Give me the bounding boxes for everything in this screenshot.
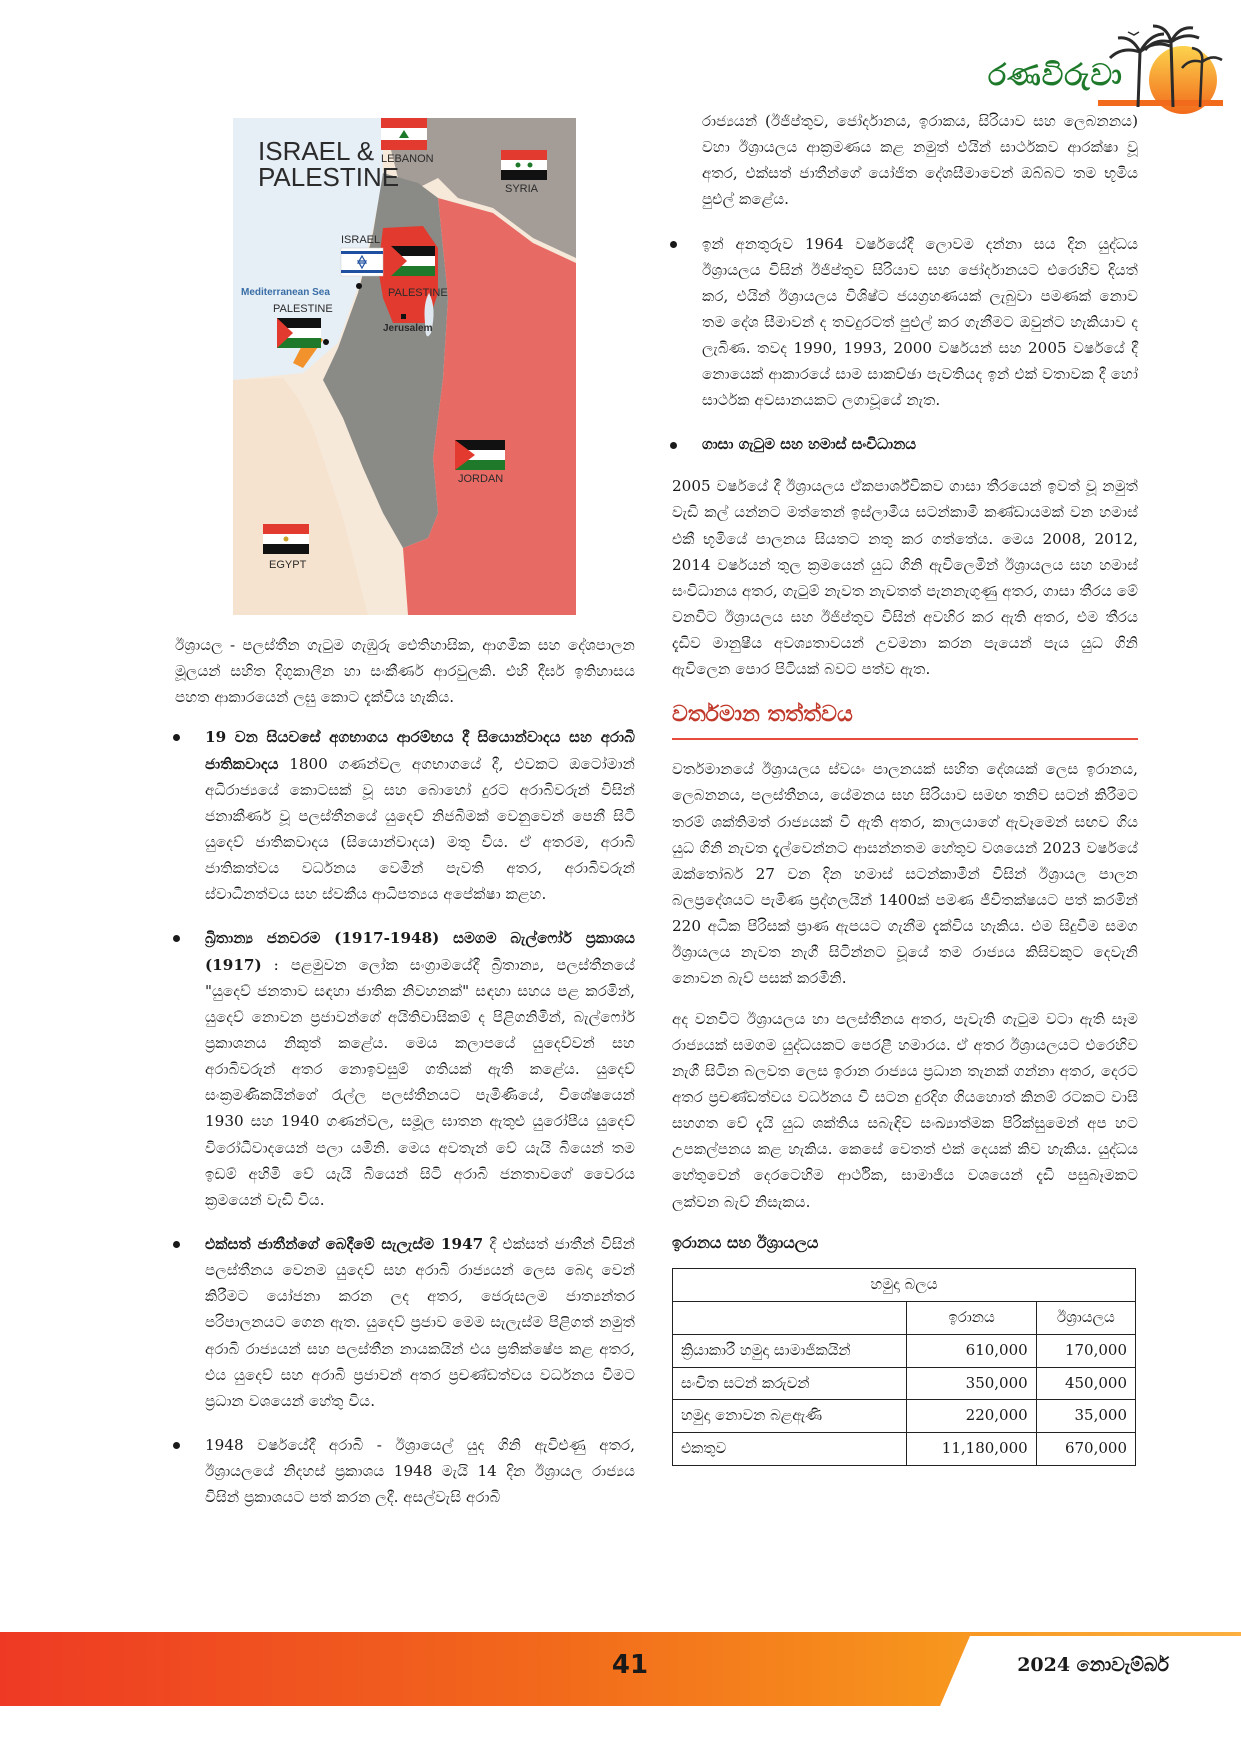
right-column	[672, 108, 1138, 1466]
gaza-paragraph: 2005 වර්ෂයේ දී ඊශ්‍රායලය ඒකපාර්ශ්විකව ගාසා තීරයෙන් ඉවත් වූ නමුත් වැඩි කල් යන්නට මත්තෙන් ඉස්ලාමීය සටන්කාමී කණ්ඩායමක් වන හමාස් එකී භූමියේ පාලනය සියතට නතු කර ගත්තේය. මෙය 2008, 2012, 2014 වර්ෂයන් තුල ක්‍රමයෙන් යුධ ගිනි ඇවිලෙමින් ඊශ්‍රායලය සහ හමාස් සංවිධානය අතර, ගැටුම් නැවත නැවතත් පැනනැගුණු අතර, ගාසා තීරය මේ වනවිට ඊශ්‍රායලය සහ ඊජිප්තුව විසින් අවහිර කර ඇති අතර, එම තීරය දැඩිව මානුෂීය අවශ්‍යතාවයන් උවමනා කරන පැයෙන් පැය යුධ ගිනි ඇවිලෙන පොර පිටියක් බවට පත්ව ඇත.	[672, 477, 1138, 679]
row-label: හමුදා නොවන බළඇණි	[673, 1400, 907, 1433]
table-caption-row	[673, 1269, 1136, 1302]
left-column	[175, 632, 635, 1528]
label-egypt: EGYPT	[269, 559, 307, 571]
current-paragraph-1: වර්තමානයේ ඊශ්‍රායලය ස්වයං පාලනයක් සහිත දේශයක් ලෙස ඉරානය, ලෙබනනය, පලස්තීනය, යේමනය සහ සිරියාව සමඟ තනිව සටන් කිරීමට තරම් ශක්තිමත් රාජ්‍යයක් වී ඇති අතර, කාලයාගේ ඇවෑමෙන් සඟව ගිය යුධ ගිනි නැවත දැල්වෙන්නට ආසන්නතම හේතුව වශයෙන් 2023 වර්ෂයේ ඔක්තෝබර් 27 වන දින හමාස් සටන්කාමීන් විසින් ඊශ්‍රායල පාලන බලප්‍රදේශයට පැමිණ ප්‍රද්ගලයින් 1400ක් පමණ ජීවිතක්ෂයට පත් කරමින් 220 අධික පිරිසක් ප්‍රාණ ඇපයට ගැනීම දැක්විය හැකිය. එම සිදුවීම සමග ඊශ්‍රායලය නැවත නැගී සිටින්නට වූයේ තම රාජ්‍යය කිසිවකුට දෙවැනි නොවන බැව් පසක් කරමිනි.	[672, 760, 1138, 988]
israel-palestine-map	[233, 118, 576, 615]
list-item	[175, 1432, 635, 1510]
table-caption: හමුදා බලය	[673, 1269, 1136, 1302]
column-header-iran: ඉරානය	[907, 1302, 1036, 1335]
table-row	[673, 1433, 1136, 1466]
israel-value: 35,000	[1036, 1400, 1135, 1433]
list-item	[175, 925, 635, 1213]
list-item	[175, 1231, 635, 1414]
list-item	[672, 231, 1138, 414]
gaza-subheading: ගාසා ගැටුම සහ හමාස් සංවිධානය	[672, 432, 1138, 458]
bullet-text: : පළමුවන ලෝක සංග්‍රාමයේදී බ්‍රිතාන්‍ය, පලස්තීනයේ "යුදෙව් ජනතාව සඳහා ජාතික නිවහනක්" සඳහා සහය පළ කරමින්, යුදෙව් නොවන ප්‍රජාවන්ගේ අයිතිවාසිකම් ද පිළිගනිමින්, බැල්ෆෝර් ප්‍රකාශනය නිකුත් කළේය. මෙය කලාපයේ යුදෙව්වන් සහ අරාබිවරුන් අතර නොඉවසුම් ගතියක් ඇති කළේය. යුදෙව් සංක්‍රමණිකයින්ගේ රැල්ල පලස්තීනයට පැමිණියේ, විශේෂයෙන් 1930 සහ 1940 ගණන්වල, සමූල ඝාතන ඇතුළු යුරෝපීය යුදෙව් විරෝධීවාදයෙන් පලා යමිනි. මෙය අවතැන් වේ යැයි බියෙන් තම ඉඩම් අහිමි වේ යැයි බියෙන් සිටි අරාබි ජනතාවගේ වෛරය ක්‍රමයෙන් වැඩි විය.	[205, 955, 635, 1209]
bullet-text: රාජ්‍යයන් (ඊජිප්තුව, ජෝර්දානය, ඉරාකය, සිරියාව සහ ලෙබනනය) වහා ඊශ්‍රායලය ආක්‍රමණය කළ නමුත් එයින් සාර්ථකව ආරක්ෂා වූ අතර, එක්සත් ජාතීන්ගේ යෝජිත දේශසීමාවෙන් ඔබ්බට තම භූමිය පුළුල් කළේය.	[702, 112, 1138, 209]
lebanon-flag-icon	[381, 118, 427, 150]
table-row	[673, 1367, 1136, 1400]
iran-value: 11,180,000	[907, 1433, 1036, 1466]
map-title-line1: ISRAEL &	[258, 136, 375, 166]
page-number: 41	[611, 1650, 649, 1680]
label-palestine-west-bank: PALESTINE	[388, 287, 448, 299]
label-palestine-gaza: PALESTINE	[273, 303, 333, 315]
label-jordan: JORDAN	[458, 473, 504, 485]
table-row	[673, 1400, 1136, 1433]
table-header-row	[673, 1302, 1136, 1335]
section-title: වර්තමාන තත්ත්වය	[672, 702, 853, 728]
bullet-heading: 19 වන සියවසේ අගභාගය ආරම්භය දී සියොන්වාදය සහ අරාබි ජාතිකවාදය	[205, 728, 635, 773]
label-jerusalem: Jerusalem	[383, 323, 433, 334]
table-row	[673, 1334, 1136, 1367]
label-syria: SYRIA	[505, 183, 539, 195]
map-graphic	[233, 118, 576, 615]
bullet-heading: බ්‍රිතාන්‍ය ජනවරම (1917-1948) සමගම බැල්ෆෝර් ප්‍රකාශය (1917)	[205, 929, 635, 974]
israel-value: 670,000	[1036, 1433, 1135, 1466]
page-footer	[0, 1632, 1241, 1706]
jordan-flag-icon	[455, 440, 505, 470]
bullet-text: දී එක්සත් ජාතීන් විසින් පලස්තීනය වෙනම යුදෙව් සහ අරාබි රාජ්‍යයන් ලෙස බෙදා වෙන් කිරීමට යෝජනා කරන ලද අතර, ජෙරුසලම ජාත්‍යන්තර පරිපාලනයට ගෙන ඇත. යුදෙව් ප්‍රජාව මෙම සැලැස්ම පිළිගත් නමුත් අරාබි රාජ්‍යයන් සහ පලස්තීන නායකයින් එය ප්‍රතික්ෂේප කළ අතර, එය යුදෙව් සහ අරාබි ප්‍රජාවන් අතර ප්‍රචණ්ඩත්වය වර්ධනය වීමට ප්‍රධාන වශයෙන් හේතු විය.	[205, 1234, 635, 1410]
list-item-continued	[672, 108, 1138, 213]
syria-flag-icon	[501, 150, 547, 180]
egypt-flag-icon	[263, 524, 309, 554]
iran-value: 610,000	[907, 1334, 1036, 1367]
table-header-empty	[673, 1302, 907, 1335]
military-strength-table	[672, 1268, 1136, 1466]
label-lebanon: LEBANON	[381, 153, 434, 165]
table-title: ඉරානය සහ ඊශ්‍රායලය	[672, 1232, 819, 1252]
israel-value: 170,000	[1036, 1334, 1135, 1367]
palestine-gaza-flag-icon	[277, 318, 321, 348]
current-paragraph-2: අද වනවිට ඊශ්‍රායලය හා පලස්තීනය අතර, පැවැති ගැටුම වටා ඇති සෑම රාජ්‍යයක් සමගම යුද්ධයකට පෙරළී හමාරය. ඒ අතර ඊශ්‍රායලයට එරෙහිව නැගී සිටින බලවත ලෙස ඉරාන රාජ්‍යය ප්‍රධාන තැනක් ගන්නා අතර, දෙරට අතර ප්‍රචණ්ඩත්වය වර්ධනය වී සටන දුරදිග ගියහොත් කිනම් රටකට වාසි සහගත වේ දැයි යුධ ශක්තිය සබැඳිව සංඛ්‍යාත්මක පිරික්සුමෙන් අප හට උපකල්පනය කළ හැකිය. කෙසේ වෙතත් එක් දෙයක් කිව හැකිය. යුද්ධය හේතුවෙන් දෙරටෙහිම ආර්ථික, සාමාජීය වශයෙන් දැඩි පසුබෑමකට ලක්වන බැව් නිසැකය.	[672, 1009, 1138, 1211]
section-divider	[672, 738, 1138, 740]
list-item	[175, 724, 635, 907]
map-title-line2: PALESTINE	[258, 162, 400, 192]
label-israel: ISRAEL	[341, 234, 381, 246]
row-label: එකතුව	[673, 1433, 907, 1466]
bullet-text: ඉන් අනතුරුව 1964 වර්ෂයේදී ලොවම දන්නා සය දින යුද්ධය ඊශ්‍රායලය විසින් ඊජිප්තුව සිරියාව සහ ජෝර්දානයට එරෙහිව දියත් කර, එයින් ඊශ්‍රායලය විශිෂ්ට ජයග්‍රහණයක් ලැබුවා පමණක් නොව තම දේශ සීමාවන් ද තවදුරටත් පුළුල් කර ගැනීමට ඔවුන්ට හැකියාව ද ලැබිණ. තවද 1990, 1993, 2000 වර්ෂයන් සහ 2005 වර්ෂයේ දී නොයෙක් ආකාරයේ සාම සාකච්ඡා පැවතියද ඉන් එක් වතාවක දී හෝ සාර්ථක අවසානයකට ලගාවූයේ නැත.	[702, 234, 1138, 410]
bullet-text: 1800 ගණන්වල අගභාගයේ දී, එවකට ඔටෝමාන් අධිරාජ්‍යයේ කොටසක් වූ සහ බොහෝ දුරට අරාබිවරුන් විසින් ජනාකීර්ණ වූ පලස්තීනයේ යුදෙව් නිජබිමක් වෙනුවෙන් පෙනී සිටි යුදෙව් ජාතිකවාදය (සියොන්වාදය) මතු විය. ඒ අතරම, අරාබි ජාතිකත්වය වර්ධනය වෙමින් පැවති අතර, අරාබිවරුන් ස්වාධීනත්වය සහ ස්වකීය ආධිපත්‍යය අපේක්ෂා කළහ.	[205, 754, 635, 904]
magazine-logo	[988, 22, 1223, 122]
iran-value: 350,000	[907, 1367, 1036, 1400]
intro-paragraph: ඊශ්‍රායල - පලස්තීන ගැටුම ගැඹුරු ඓතිහාසික, ආගමික සහ දේශපාලන මූලයන් සහිත දිගුකාලීන හා සංකීර්ණ ආරවුලකි. එහි දීර්ඝ ඉතිහාසය පහත ආකාරයෙන් ලඝු කොට දැක්විය හැකිය.	[175, 636, 635, 707]
label-mediterranean-sea: Mediterranean Sea	[241, 287, 330, 298]
bullet-heading: එක්සත් ජාතීන්ගේ බෙදීමේ සැලැස්ම 1947	[205, 1234, 484, 1253]
israel-flag-icon	[341, 248, 383, 276]
bullet-text: 1948 වර්ෂයේදී අරාබි - ඊශ්‍රායෙල් යුද ගිනි ඇවිළුණු අතර, ඊශ්‍රායලයේ නිදහස් ප්‍රකාශය 1948 මැයි 14 දින ඊශ්‍රායල රාජ්‍යය විසින් ප්‍රකාශයට පත් කරන ලදී. අසල්වැසි අරාබි	[205, 1435, 635, 1507]
issue-date: 2024 නොවැම්බර්	[1017, 1654, 1169, 1676]
logo-text: රණවිරුවා	[988, 58, 1123, 93]
iran-value: 220,000	[907, 1400, 1036, 1433]
palestine-flag-icon	[391, 246, 435, 276]
column-header-israel: ඊශ්‍රායලය	[1036, 1302, 1135, 1335]
row-label: ක්‍රියාකාරී හමුදා සාමාජිකයින්	[673, 1334, 907, 1367]
israel-value: 450,000	[1036, 1367, 1135, 1400]
row-label: සංචිත සටන් කරුවන්	[673, 1367, 907, 1400]
